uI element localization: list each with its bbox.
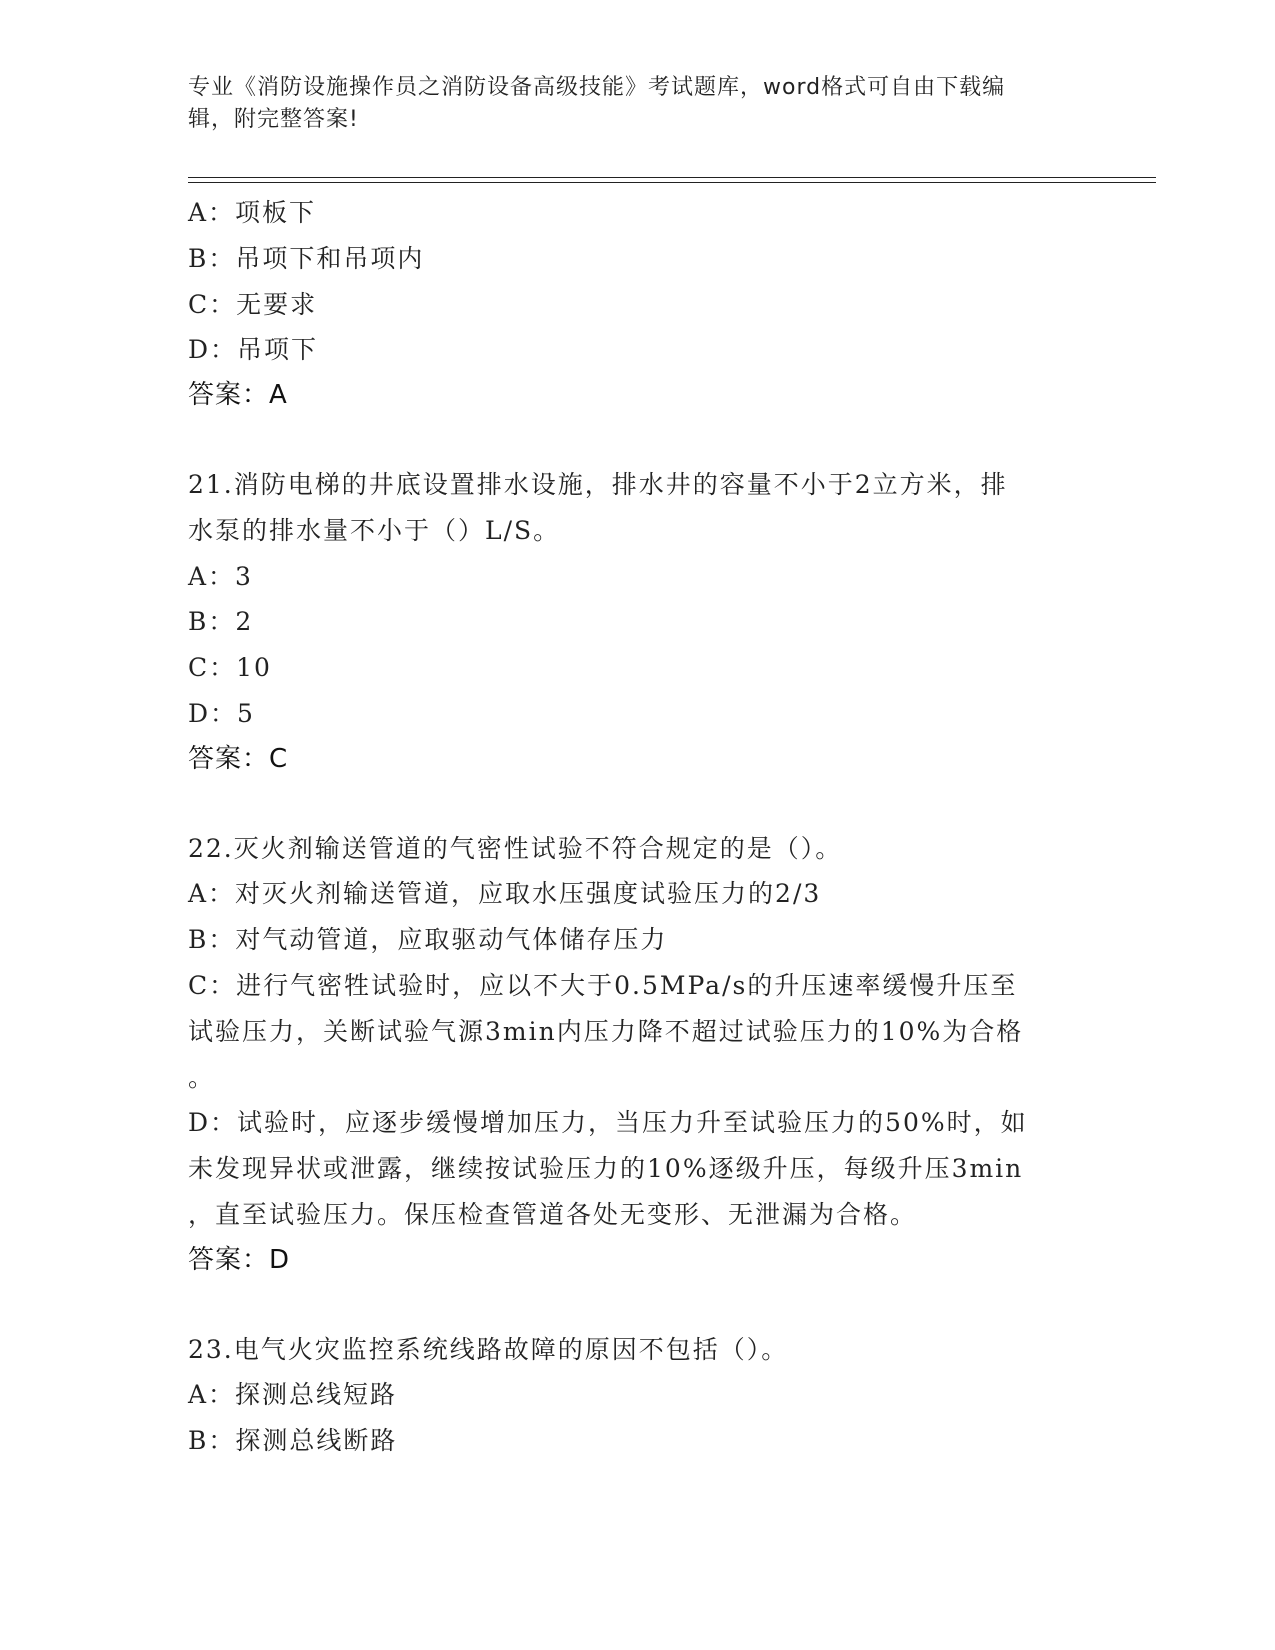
option-b: B：吊项下和吊项内 bbox=[188, 243, 425, 273]
spacer bbox=[188, 1284, 1088, 1327]
header-line-2: 辑，附完整答案! bbox=[188, 107, 359, 132]
option-d: D：5 bbox=[188, 698, 255, 728]
option-d-cont: 未发现异状或泄露，继续按试验压力的10%逐级升压，每级升压3min bbox=[188, 1154, 1024, 1184]
option-b: B：探测总线断路 bbox=[188, 1426, 398, 1456]
option-d: D：试验时，应逐步缓慢增加压力，当压力升至试验压力的50%时，如 bbox=[188, 1108, 1028, 1138]
option-a: A：3 bbox=[188, 561, 253, 591]
question-text-cont: 水泵的排水量不小于（）L/S。 bbox=[188, 515, 561, 545]
question-23 bbox=[188, 1327, 1088, 1464]
option-c-cont: 。 bbox=[188, 1062, 216, 1092]
spacer bbox=[188, 419, 1088, 462]
answer: 答案：C bbox=[188, 743, 289, 774]
question-22 bbox=[188, 826, 1088, 1284]
question-text: 23.电气火灾监控系统线路故障的原因不包括（）。 bbox=[188, 1334, 789, 1364]
header-divider-top bbox=[188, 177, 1156, 178]
option-b: B：对气动管道，应取驱动气体储存压力 bbox=[188, 925, 668, 955]
answer: 答案：D bbox=[188, 1244, 291, 1275]
question-20-continued bbox=[188, 190, 1088, 419]
option-c-cont: 试验压力，关断试验气源3min内压力降不超过试验压力的10%为合格 bbox=[188, 1016, 1024, 1046]
option-b: B：2 bbox=[188, 607, 254, 637]
option-c: C：10 bbox=[188, 653, 272, 683]
question-text: 21.消防电梯的井底设置排水设施，排水井的容量不小于2立方米，排 bbox=[188, 469, 1008, 499]
document-header bbox=[188, 72, 1068, 136]
option-c: C：无要求 bbox=[188, 289, 318, 319]
option-a: A：探测总线短路 bbox=[188, 1380, 398, 1410]
option-a: A：对灭火剂输送管道，应取水压强度试验压力的2/3 bbox=[188, 879, 822, 909]
header-line-1: 专业《消防设施操作员之消防设备高级技能》考试题库，word格式可自由下载编 bbox=[188, 75, 1006, 100]
question-text: 22.灭火剂输送管道的气密性试验不符合规定的是（）。 bbox=[188, 833, 843, 863]
option-c: C：进行气密牲试验时，应以不大于0.5MPa/s的升压速率缓慢升压至 bbox=[188, 970, 1018, 1000]
question-content bbox=[188, 190, 1088, 1464]
option-d: D：吊项下 bbox=[188, 335, 319, 365]
question-21 bbox=[188, 462, 1088, 783]
option-a: A：项板下 bbox=[188, 198, 317, 227]
answer: 答案：A bbox=[188, 380, 288, 411]
option-d-cont: ，直至试验压力。保压检查管道各处无变形、无泄漏为合格。 bbox=[188, 1199, 918, 1229]
header-divider-bottom bbox=[188, 182, 1156, 183]
spacer bbox=[188, 783, 1088, 826]
